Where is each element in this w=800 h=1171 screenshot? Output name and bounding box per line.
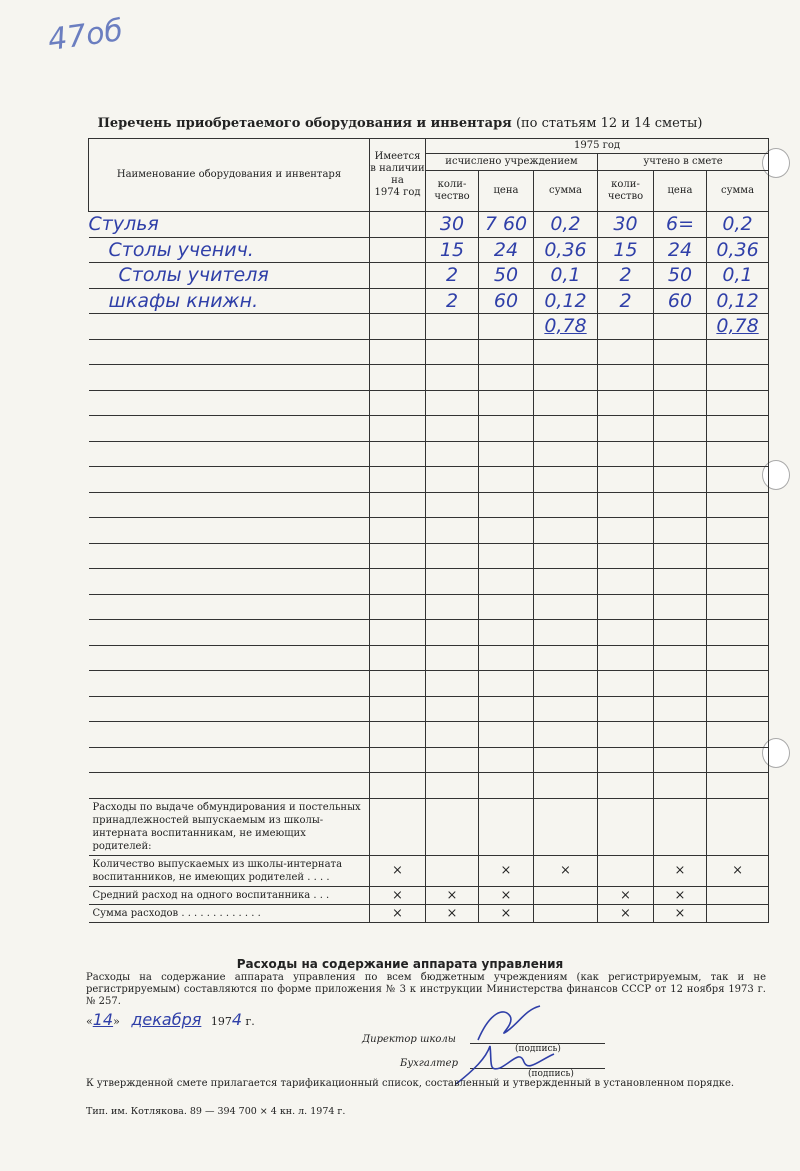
table-row-empty (89, 467, 769, 493)
table-row-empty (89, 696, 769, 722)
cross-mark: × (370, 886, 426, 904)
calc-price: 24 (479, 237, 534, 263)
table-row (89, 212, 769, 238)
section-title: Расходы на содержание аппарата управления (236, 957, 564, 971)
header-year: 1975 год (426, 139, 769, 154)
item-name: Столы ученич. (89, 237, 370, 263)
cross-mark: × (534, 855, 598, 886)
title-main: Перечень приобретаемого оборудования и инвентаря (97, 116, 512, 131)
cross-mark: × (479, 904, 534, 922)
cross-mark: × (598, 886, 654, 904)
calc-qty: 15 (426, 237, 479, 263)
table-row-empty (89, 416, 769, 442)
header-calc-price: цена (479, 171, 534, 212)
date-suffix: г. (245, 1015, 255, 1028)
item-name: Столы учителя (89, 263, 370, 289)
header-available (370, 139, 426, 212)
cross-mark: × (370, 855, 426, 886)
header-calc-sum: сумма (534, 171, 598, 212)
calc-price: 60 (479, 288, 534, 314)
director-label: Директор школы (362, 1034, 456, 1045)
header-available-line3: на (391, 175, 404, 186)
equipment-table (88, 138, 769, 923)
expenses-heading-row (89, 798, 769, 855)
cross-mark: × (426, 904, 479, 922)
calc-qty: 2 (426, 288, 479, 314)
table-row-empty (89, 390, 769, 416)
date-year-prefix: 197 (210, 1015, 232, 1028)
est-price: 24 (654, 237, 707, 263)
est-price: 6= (654, 212, 707, 238)
table-row-empty (89, 722, 769, 748)
header-calculated: исчислено учреждением (426, 154, 598, 171)
cross-mark: × (654, 904, 707, 922)
expenses-row (89, 855, 769, 886)
item-name: Стулья (89, 212, 370, 238)
table-row-empty (89, 492, 769, 518)
est-qty: 2 (598, 263, 654, 289)
table-row-empty (89, 518, 769, 544)
expenses-row-label: Количество выпускаемых из школы-интерната воспитанников, не имеющих родителей . . . . (89, 855, 370, 886)
calc-qty: 2 (426, 263, 479, 289)
expenses-row (89, 904, 769, 922)
header-est-price: цена (654, 171, 707, 212)
accountant-label: Бухгалтер (400, 1058, 458, 1069)
cross-mark: × (654, 855, 707, 886)
table-row-empty (89, 645, 769, 671)
est-qty: 15 (598, 237, 654, 263)
title-subtitle: (по статьям 12 и 14 сметы) (515, 116, 703, 131)
table-row-empty (89, 569, 769, 595)
handwritten-page-number: 47об (45, 12, 126, 59)
table-row-empty (89, 620, 769, 646)
header-qty-line2: чество (607, 191, 644, 202)
table-row (89, 263, 769, 289)
calc-sum: 0,12 (534, 288, 598, 314)
page-title (0, 116, 800, 131)
calc-qty: 30 (426, 212, 479, 238)
header-est-sum: сумма (707, 171, 769, 212)
est-sum: 0,12 (707, 288, 769, 314)
header-available-line2: в наличии (370, 163, 425, 174)
est-qty: 2 (598, 288, 654, 314)
date-line: «14» декабря 1974 г. (86, 1010, 255, 1029)
footer-note: К утвержденной смете прилагается тарификационный список, составленный и утвержденный в установленном порядке. (86, 1078, 735, 1089)
table-row-empty (89, 747, 769, 773)
est-qty: 30 (598, 212, 654, 238)
header-available-line1: Имеется (374, 151, 421, 162)
table-row-empty (89, 365, 769, 391)
cross-mark: × (654, 886, 707, 904)
calc-price: 50 (479, 263, 534, 289)
header-qty-line1: коли- (611, 179, 640, 190)
signature-caption: (подпись) (515, 1044, 561, 1054)
expenses-row-label: Сумма расходов . . . . . . . . . . . . . (89, 904, 370, 922)
est-price: 50 (654, 263, 707, 289)
signature-caption: (подпись) (528, 1069, 574, 1079)
expenses-row-label: Средний расход на одного воспитанника . . . (89, 886, 370, 904)
table-row-empty (89, 594, 769, 620)
est-price: 60 (654, 288, 707, 314)
cross-mark: × (598, 904, 654, 922)
header-qty-line2: чество (434, 191, 470, 202)
table-row-total (89, 314, 769, 340)
table-row-empty (89, 339, 769, 365)
cross-mark: × (426, 886, 479, 904)
table-row-empty (89, 441, 769, 467)
cross-mark: × (707, 855, 769, 886)
table-row (89, 288, 769, 314)
header-qty-line1: коли- (437, 179, 467, 190)
total-est-sum: 0,78 (707, 314, 769, 340)
calc-sum: 0,1 (534, 263, 598, 289)
est-sum: 0,1 (707, 263, 769, 289)
date-month: декабря (131, 1010, 202, 1029)
est-sum: 0,2 (707, 212, 769, 238)
table-row-empty (89, 773, 769, 799)
header-estimate: учтено в смете (598, 154, 769, 171)
calc-price: 7 60 (479, 212, 534, 238)
total-calc-sum: 0,78 (534, 314, 598, 340)
header-est-qty (598, 171, 654, 212)
table-row (89, 237, 769, 263)
expenses-row (89, 886, 769, 904)
cross-mark: × (370, 904, 426, 922)
cross-mark: × (479, 855, 534, 886)
calc-sum: 0,36 (534, 237, 598, 263)
cross-mark: × (479, 886, 534, 904)
date-day: 14 (92, 1010, 114, 1029)
table-row-empty (89, 543, 769, 569)
header-calc-qty (426, 171, 479, 212)
item-name: шкафы книжн. (89, 288, 370, 314)
est-sum: 0,36 (707, 237, 769, 263)
table-row-empty (89, 671, 769, 697)
section-paragraph: Расходы на содержание аппарата управления по всем бюджетным учреждениям (как регистрируемым, так и не регистрируемым) составляются по форме приложения № 3 к инструкции Министерства финансов СССР от 12 ноября 1973 г. № 257. (86, 972, 766, 1007)
header-name: Наименование оборудования и инвентаря (89, 139, 370, 212)
header-available-line4: 1974 год (374, 187, 421, 198)
date-year-digit: 4 (231, 1010, 243, 1029)
expenses-heading: Расходы по выдаче обмундирования и постельных принадлежностей выпускаемым из школы-интерната воспитанникам, не имеющих родителей: (89, 798, 370, 855)
printer-imprint: Тип. им. Котлякова. 89 — 394 700 × 4 кн. л. 1974 г. (86, 1106, 346, 1117)
calc-sum: 0,2 (534, 212, 598, 238)
